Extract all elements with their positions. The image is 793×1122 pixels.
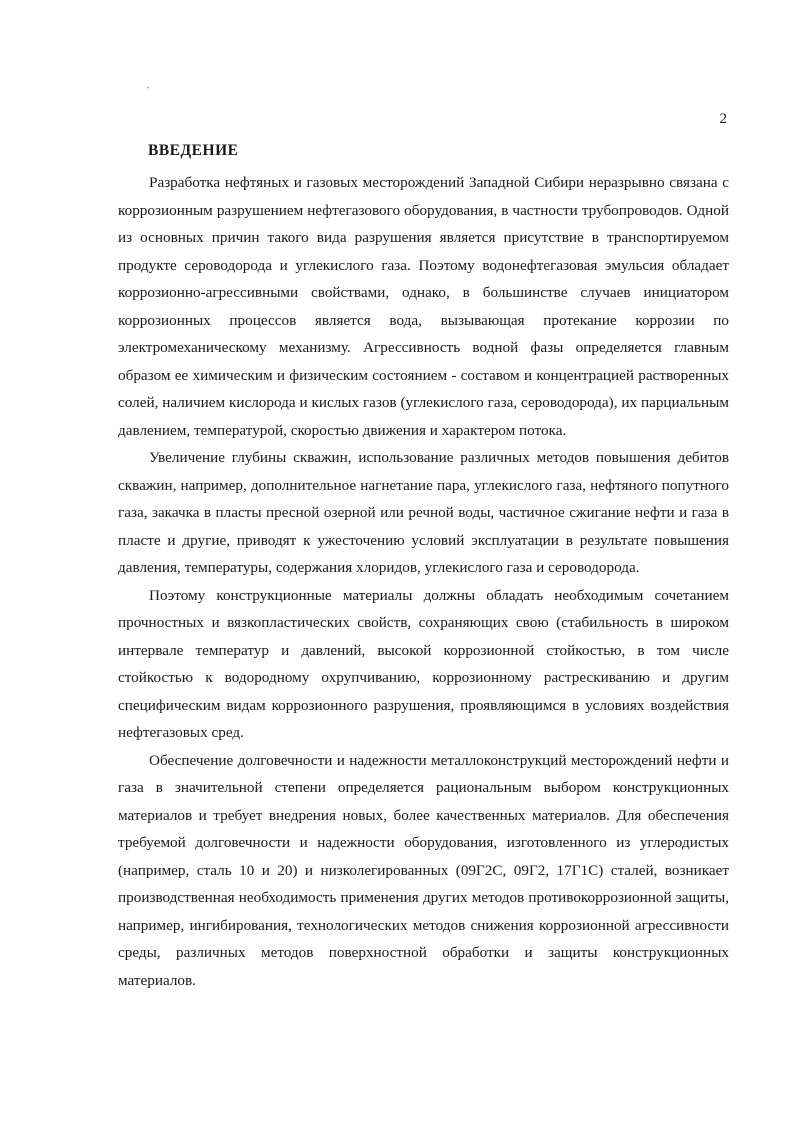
scan-mark: `: [146, 84, 150, 98]
paragraph: Поэтому конструкционные материалы должны обладать необходимым сочетанием прочностных и вязкопластических свойств, сохраняющих свою (стабильность в широком интервале температур и давлений, высокой коррозионной стойкостью, в том числе стойкостью к водородному охрупчиванию, коррозионному растрескиванию и другим специфическим видам коррозионного разрушения, проявляющимся в условиях воздействия нефтегазовых сред.: [118, 586, 729, 741]
paragraph: Обеспечение долговечности и надежности металлоконструкций месторождений нефти и газа в значительной степени определяется рациональным выбором конструкционных материалов и требует внедрения новых, более качественных материалов. Для обеспечения требуемой долговечности и надежности оборудования, изготовленного из углеродистых (например, сталь 10 и 20) и низколегированных (09Г2С, 09Г2, 17Г1С) сталей, возникает производственная необходимость применения других методов противокоррозионной защиты, например, ингибирования, технологических методов снижения коррозионной агрессивности среды, различных методов поверхностной обработки и защиты конструкционных материалов.: [118, 751, 729, 989]
section-heading: ВВЕДЕНИЕ: [148, 142, 239, 159]
paragraph: Разработка нефтяных и газовых месторождений Западной Сибири неразрывно связана с коррозионным разрушением нефтегазового оборудования, в частности трубопроводов. Одной из основных причин такого вида разрушения является присутствие в транспортируемом продукте сероводорода и углекислого газа. Поэтому водонефтегазовая эмульсия обладает коррозионно-агрессивными свойствами, однако, в большинстве случаев инициатором коррозионных процессов является вода, вызывающая протекание коррозии по электромеханическому механизму. Агрессивность водной фазы определяется главным образом ее химическим и физическим состоянием - составом и концентрацией растворенных солей, наличием кислорода и кислых газов (углекислого газа, сероводорода), их парциальным давлением, температурой, скоростью движения и характером потока.: [118, 174, 729, 439]
body-text: [118, 169, 729, 994]
page-number: 2: [719, 111, 727, 127]
paragraph: Увеличение глубины скважин, использование различных методов повышения дебитов скважин, например, дополнительное нагнетание пара, углекислого газа, нефтяного попутного газа, закачка в пласты пресной озерной или речной воды, частичное сжигание нефти и газа в пласте и другие, приводят к ужесточению условий эксплуатации в результате повышения давления, температуры, содержания хлоридов, углекислого газа и сероводорода.: [118, 449, 729, 576]
